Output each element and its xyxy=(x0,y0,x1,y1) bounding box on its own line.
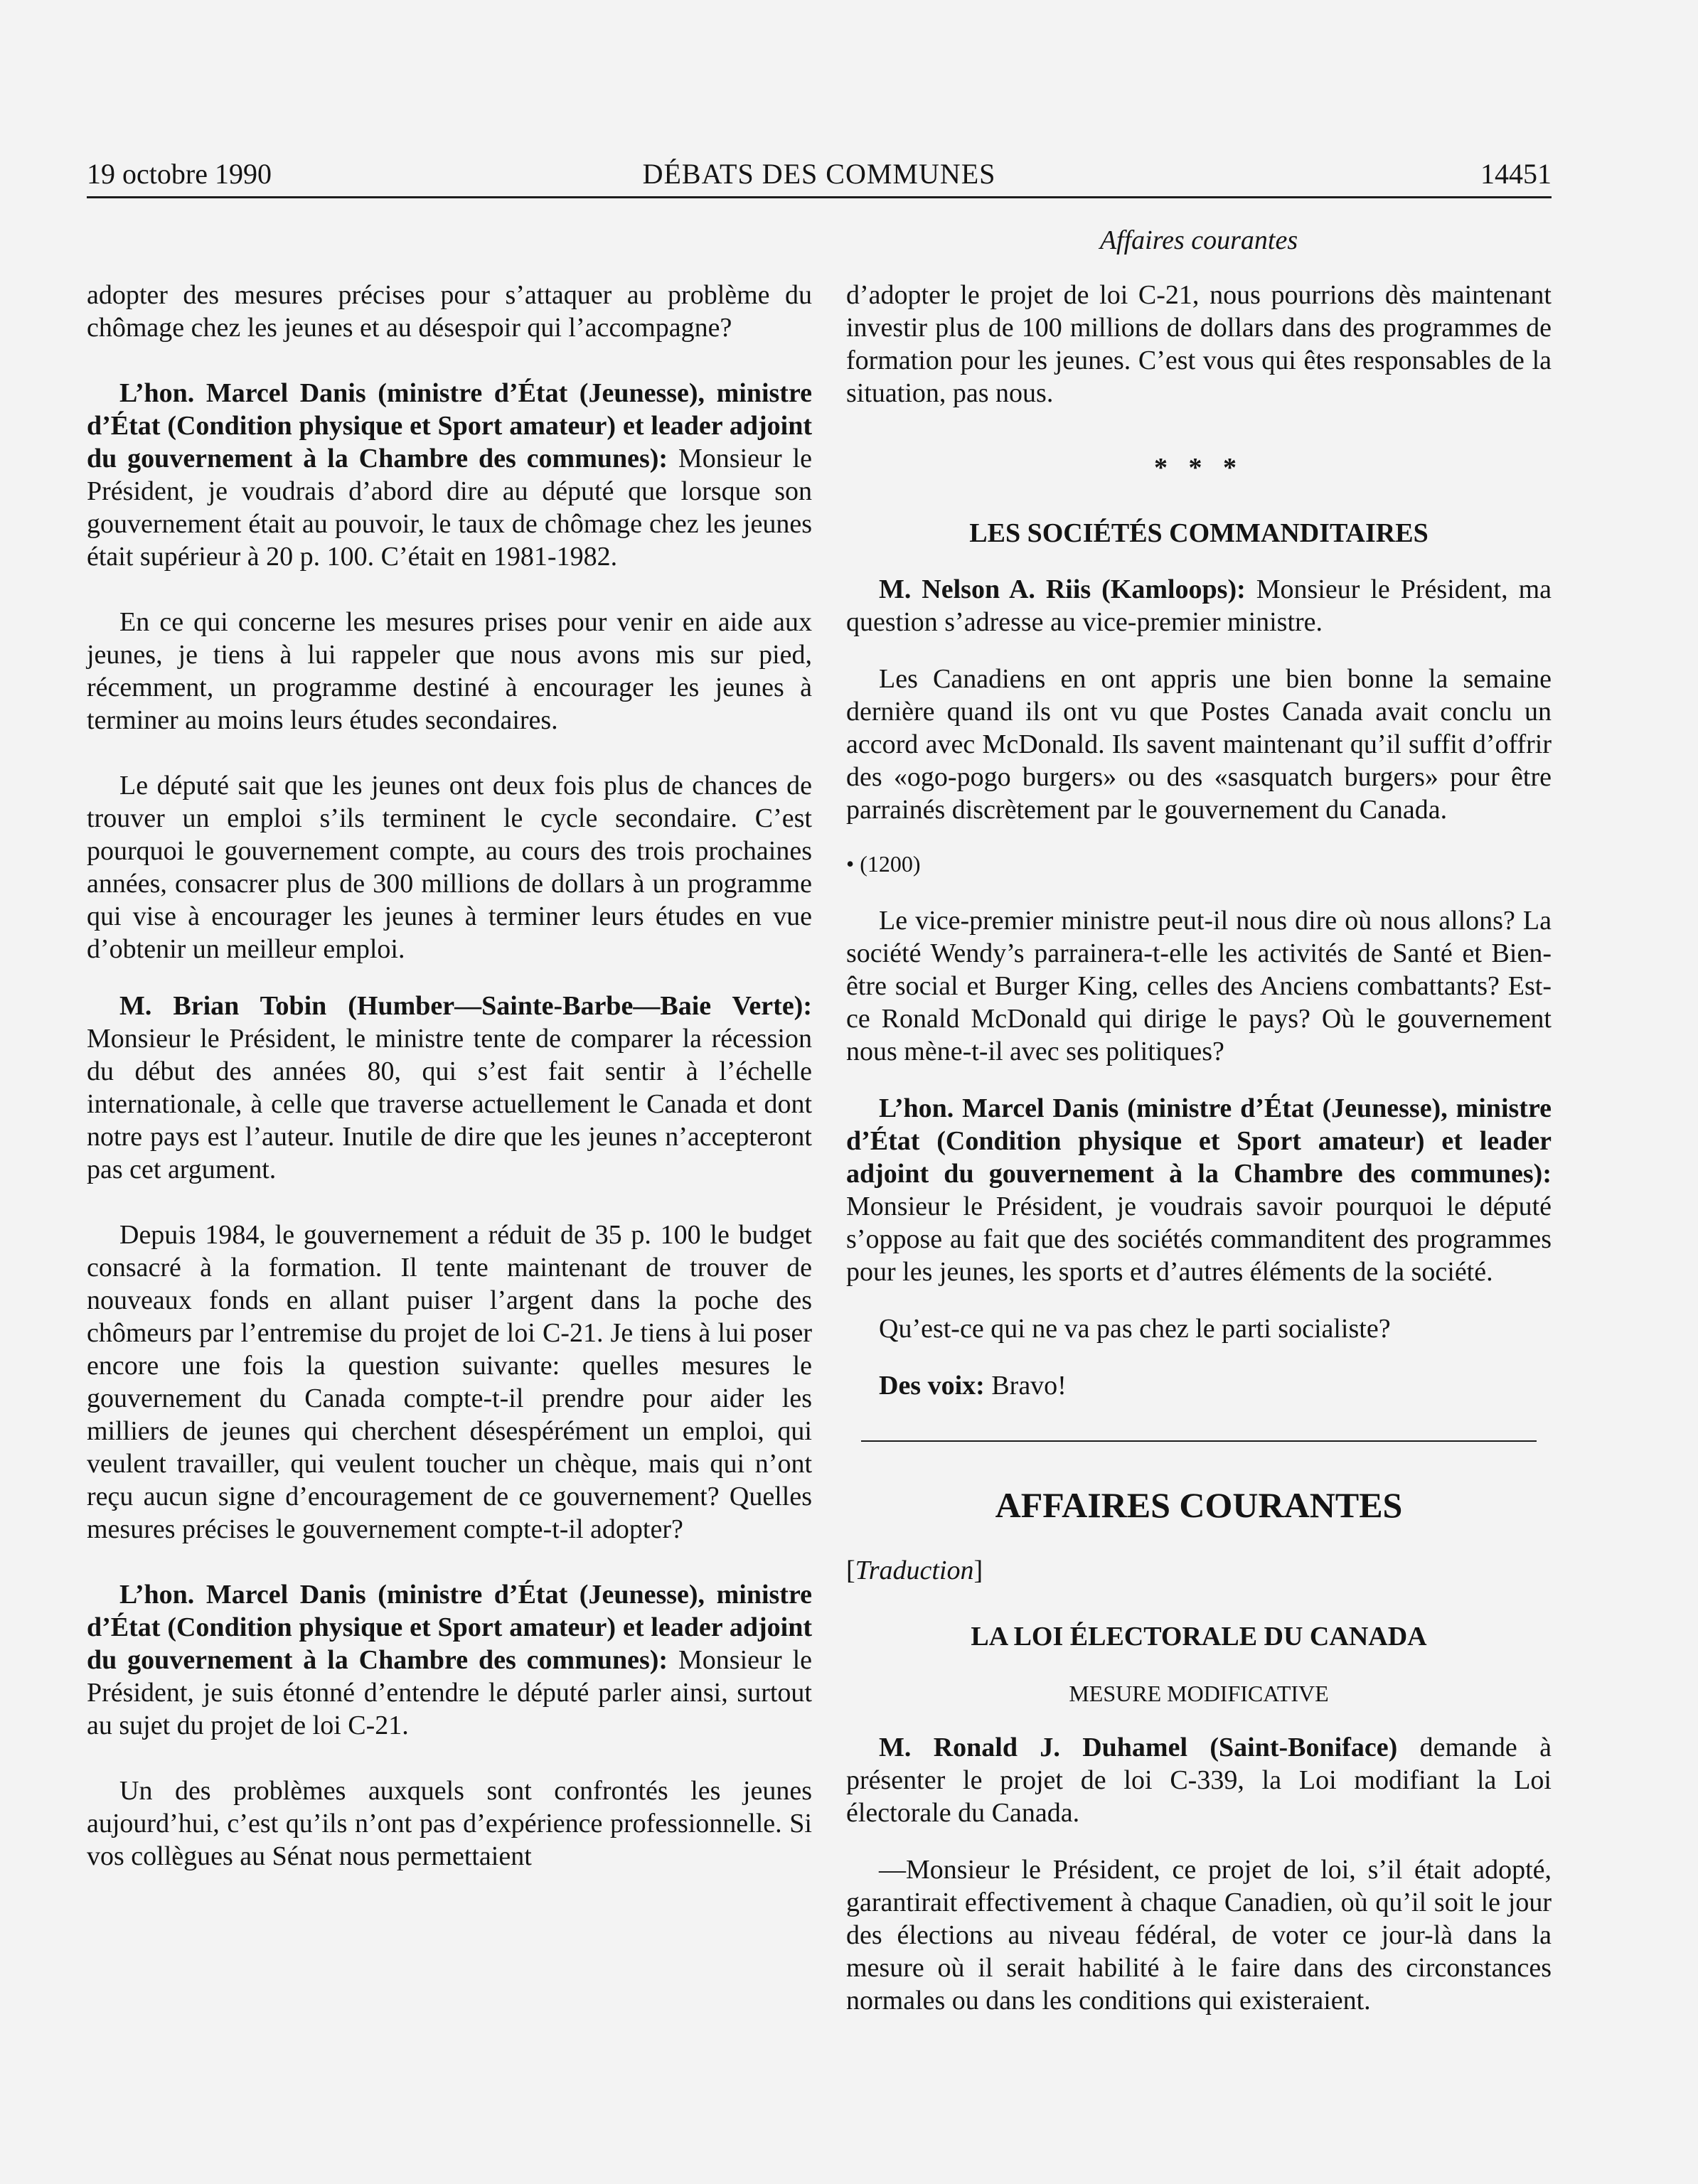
left-column xyxy=(87,279,812,1873)
speech-text: Monsieur le Président, je suis étonné d’entendre le député parler ainsi, surtout au sujet du projet de loi C-21. xyxy=(87,1645,812,1740)
speech xyxy=(87,377,812,573)
timestamp: • (1200) xyxy=(846,851,921,877)
paragraph: Le vice-premier ministre peut-il nous dire où nous allons? La société Wendy’s parrainera-t-elle les activités de Santé et Bien-être social et Burger King, celles des Anciens combattants? Est-ce Ronald McDonald qui dirige le pays? Où le gouvernement nous mène-t-il avec ses politiques? xyxy=(846,906,1552,1066)
speech-text: Monsieur le Président, je voudrais savoir pourquoi le député s’oppose au fait que des sociétés commanditent des programmes pour les jeunes, les sports et d’autres éléments de la société. xyxy=(846,1192,1552,1287)
section-heading: LA LOI ÉLECTORALE DU CANADA xyxy=(971,1622,1427,1652)
running-head: Affaires courantes xyxy=(1099,225,1298,255)
speech xyxy=(846,1092,1552,1288)
section-separator: * * * xyxy=(1154,453,1244,483)
speech-text: demande à présenter le projet de loi C-339, la Loi modifiant la Loi électorale du Canada. xyxy=(846,1733,1552,1828)
header-date: 19 octobre 1990 xyxy=(87,158,272,190)
paragraph: adopter des mesures précises pour s’attaquer au problème du chômage chez les jeunes et au désespoir qui l’accompagne? xyxy=(87,280,812,343)
right-column xyxy=(846,279,1552,2017)
main-heading: AFFAIRES COURANTES xyxy=(995,1485,1403,1525)
speaker-name: M. Nelson A. Riis (Kamloops): xyxy=(879,574,1246,604)
paragraph: Qu’est-ce qui ne va pas chez le parti socialiste? xyxy=(879,1314,1391,1344)
speaker-name: Des voix: xyxy=(879,1371,985,1401)
speaker-name: M. Ronald J. Duhamel (Saint-Boniface) xyxy=(879,1733,1398,1762)
page-number: 14451 xyxy=(1480,158,1552,190)
paragraph: d’adopter le projet de loi C-21, nous pourrions dès maintenant investir plus de 100 millions de dollars dans des programmes de formation pour les jeunes. C’est vous qui êtes responsables de la situation, pas nous. xyxy=(846,280,1552,408)
speech-text: Monsieur le Président, le ministre tente de comparer la récession du début des années 80, qui s’est fait sentir à l’échelle internationale, à celle que traverse actuellement le Canada et dont notre pays est l’auteur. Inutile de dire que les jeunes n’accepteront pas cet argument. xyxy=(87,1024,812,1184)
translation-note: [Traduction] xyxy=(846,1556,983,1585)
speaker-name: L’hon. Marcel Danis (ministre d’État (Jeunesse), ministre d’État (Condition physique et Sport amateur) et leader adjoint du gouvernement à la Chambre des communes): xyxy=(87,378,812,473)
paragraph: Les Canadiens en ont appris une bien bonne la semaine dernière quand ils ont vu que Postes Canada avait conclu un accord avec McDonald. Ils savent maintenant qu’il suffit d’offrir des «ogo-pogo burgers» ou des «sasquatch burgers» pour être parrainés discrètement par le gouvernement du Canada. xyxy=(846,664,1552,825)
speech xyxy=(846,573,1552,638)
header-title: DÉBATS DES COMMUNES xyxy=(642,158,996,190)
speech xyxy=(87,990,812,1186)
speech-text: Bravo! xyxy=(984,1371,1067,1401)
speech xyxy=(87,1578,812,1742)
paragraph: Le député sait que les jeunes ont deux fois plus de chances de trouver un emploi s’ils terminent le cycle secondaire. C’est pourquoi le gouvernement compte, au cours des trois prochaines années, consacrer plus de 300 millions de dollars à un programme qui vise à encourager les jeunes à terminer leurs études en vue d’obtenir un meilleur emploi. xyxy=(87,771,812,964)
section-heading: LES SOCIÉTÉS COMMANDITAIRES xyxy=(969,518,1429,548)
translation-label: Traduction xyxy=(855,1556,974,1585)
speech-text: Monsieur le Président, ma question s’adresse au vice-premier ministre. xyxy=(846,574,1552,637)
subheading: MESURE MODIFICATIVE xyxy=(1069,1681,1329,1706)
section-divider xyxy=(861,1440,1537,1442)
speech xyxy=(846,1369,1552,1402)
paragraph: Depuis 1984, le gouvernement a réduit de 35 p. 100 le budget consacré à la formation. Il tente maintenant de trouver de nouveaux fonds en allant puiser l’argent dans la poche des chômeurs par l’entremise du projet de loi C-21. Je tiens à lui poser encore une fois la question suivante: quelles mesures le gouvernement du Canada compte-t-il prendre pour aider les milliers de jeunes qui cherchent désespérément un emploi, qui veulent travailler, qui veulent toucher un chèque, mais qui n’ont reçu aucun signe d’encouragement de ce gouvernement? Quelles mesures précises le gouvernement compte-t-il adopter? xyxy=(87,1220,812,1544)
paragraph: En ce qui concerne les mesures prises pour venir en aide aux jeunes, je tiens à lui rappeler que nous avons mis sur pied, récemment, un programme destiné à encourager les jeunes à terminer au moins leurs études secondaires. xyxy=(87,607,812,735)
speaker-name: L’hon. Marcel Danis (ministre d’État (Jeunesse), ministre d’État (Condition physique et Sport amateur) et leader adjoint du gouvernement à la Chambre des communes): xyxy=(846,1093,1552,1189)
paragraph: Un des problèmes auxquels sont confrontés les jeunes aujourd’hui, c’est qu’ils n’ont pas d’expérience professionnelle. Si vos collègues au Sénat nous permettaient xyxy=(87,1776,812,1871)
page-header xyxy=(87,152,1552,198)
speech xyxy=(846,1731,1552,1829)
paragraph: —Monsieur le Président, ce projet de loi, s’il était adopté, garantirait effectivement à chaque Canadien, où qu’il soit le jour des élections au niveau fédéral, de voter ce jour-là dans la mesure où il serait habilité à le faire dans des circonstances normales ou dans les conditions qui existeraient. xyxy=(846,1855,1552,2016)
speaker-name: L’hon. Marcel Danis (ministre d’État (Jeunesse), ministre d’État (Condition physique et Sport amateur) et leader adjoint du gouvernement à la Chambre des communes): xyxy=(87,1580,812,1675)
speaker-name: M. Brian Tobin (Humber—Sainte-Barbe—Baie Verte): xyxy=(119,991,812,1021)
speech-text: Monsieur le Président, je voudrais d’abord dire au député que lorsque son gouvernement était au pouvoir, le taux de chômage chez les jeunes était supérieur à 20 p. 100. C’était en 1981-1982. xyxy=(87,444,812,572)
